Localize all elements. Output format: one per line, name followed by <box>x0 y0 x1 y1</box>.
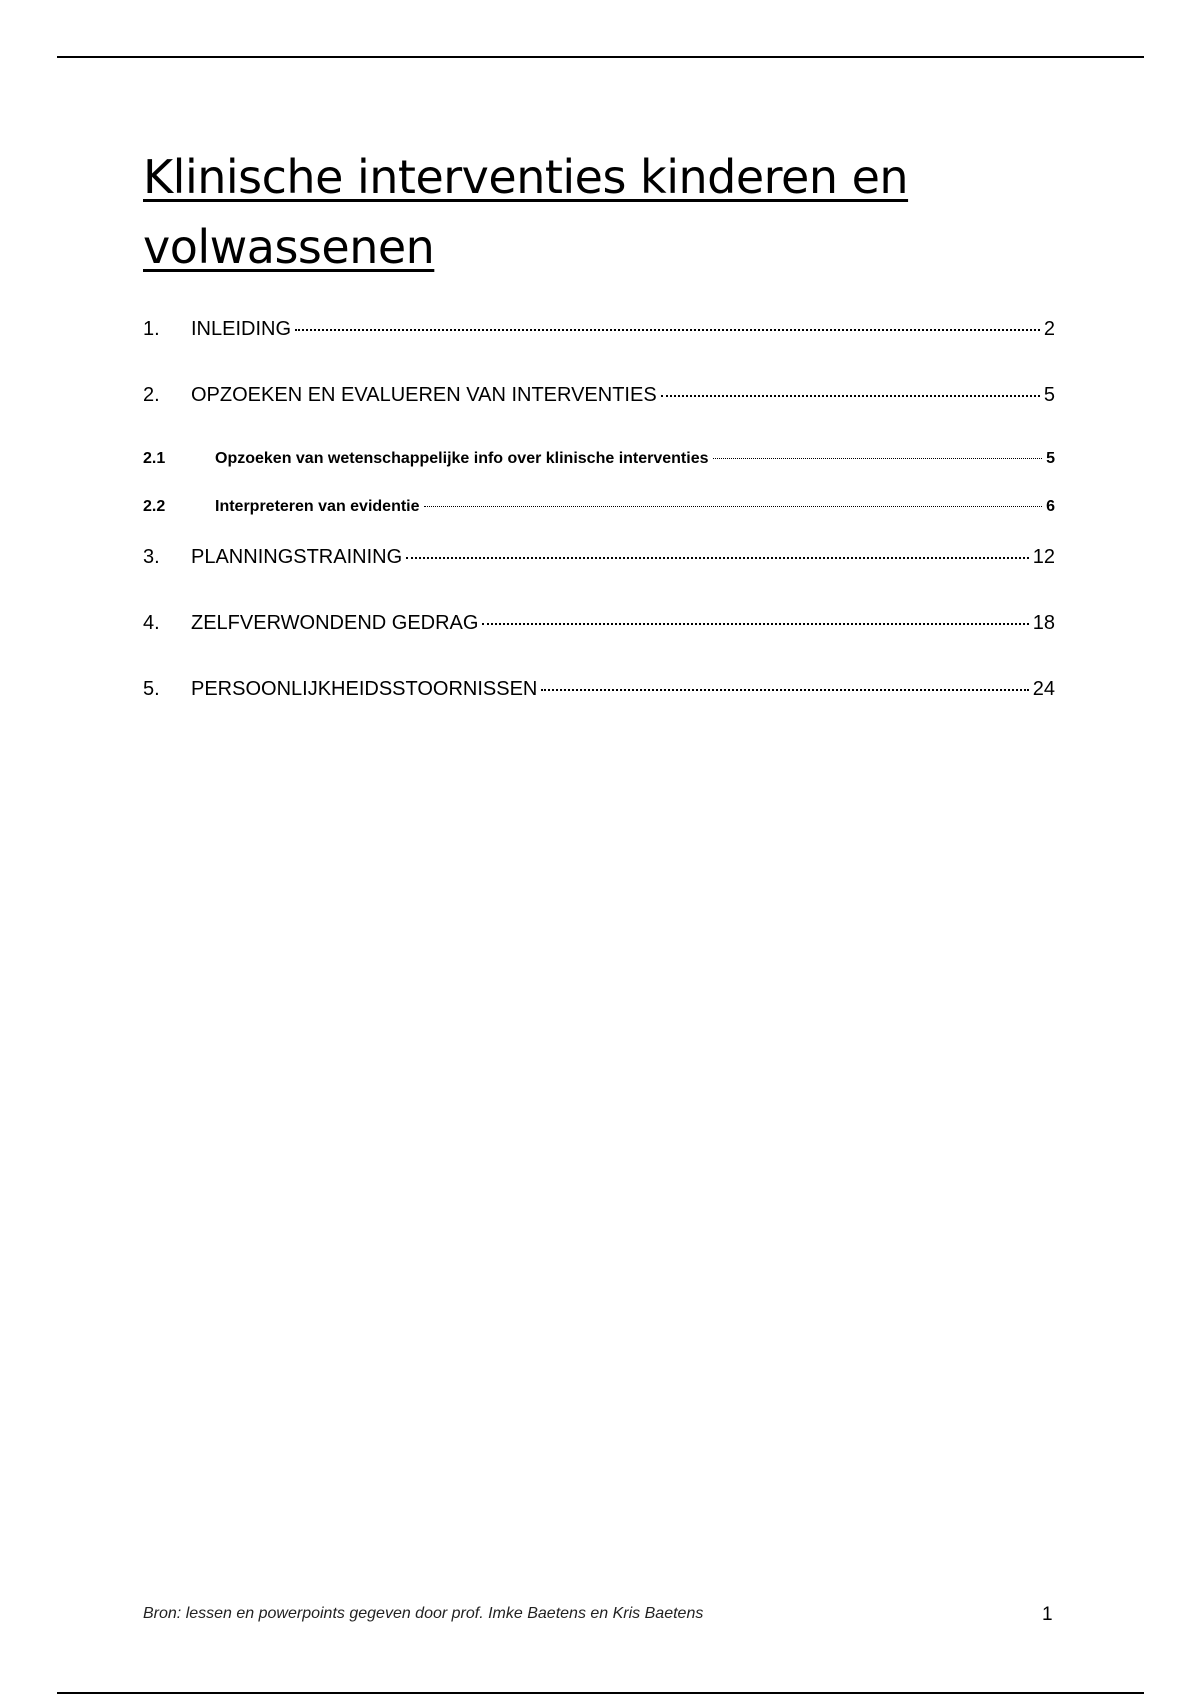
toc-entry-page: 18 <box>1032 612 1055 634</box>
title-line-2: volwassenen <box>143 220 435 274</box>
title-line-1: Klinische interventies kinderen en <box>143 150 909 204</box>
document-title <box>143 142 1043 282</box>
toc-dot-leader <box>661 395 1040 397</box>
toc-entry-label: Opzoeken van wetenschappelijke info over klinische interventies <box>215 450 709 467</box>
table-of-contents <box>143 318 1055 744</box>
footer-rule <box>57 1692 1144 1694</box>
toc-entry-opzoeken-info[interactable] <box>143 450 1055 498</box>
toc-entry-zelfverwondend-gedrag[interactable] <box>143 612 1055 678</box>
toc-entry-page: 5 <box>1043 384 1055 406</box>
toc-entry-planningstraining[interactable] <box>143 546 1055 612</box>
toc-dot-leader <box>295 329 1040 331</box>
toc-entry-inleiding[interactable] <box>143 318 1055 384</box>
toc-entry-label: ZELFVERWONDEND GEDRAG <box>191 612 479 634</box>
toc-entry-label: PERSOONLIJKHEIDSSTOORNISSEN <box>191 678 538 700</box>
toc-entry-label: PLANNINGSTRAINING <box>191 546 403 568</box>
footer-page-number: 1 <box>1042 1604 1053 1625</box>
toc-dot-leader <box>406 557 1029 559</box>
toc-entry-persoonlijkheidsstoornissen[interactable] <box>143 678 1055 744</box>
toc-entry-number: 2.1 <box>143 450 166 467</box>
header-rule <box>57 56 1144 58</box>
toc-entry-number: 3. <box>143 546 160 568</box>
toc-entry-label: OPZOEKEN EN EVALUEREN VAN INTERVENTIES <box>191 384 657 406</box>
toc-entry-number: 5. <box>143 678 160 700</box>
toc-entry-label: Interpreteren van evidentie <box>215 498 420 515</box>
toc-entry-page: 5 <box>1046 450 1055 467</box>
toc-entry-number: 2. <box>143 384 160 406</box>
toc-dot-leader <box>482 623 1028 625</box>
toc-dot-leader <box>424 506 1043 507</box>
toc-entry-label: INLEIDING <box>191 318 292 340</box>
toc-entry-number: 4. <box>143 612 160 634</box>
footer-source-note: Bron: lessen en powerpoints gegeven door prof. Imke Baetens en Kris Baetens <box>143 1605 704 1622</box>
toc-entry-opzoeken-evalueren[interactable] <box>143 384 1055 450</box>
toc-entry-number: 1. <box>143 318 160 340</box>
toc-entry-page: 6 <box>1046 498 1055 515</box>
toc-entry-interpreteren-evidentie[interactable] <box>143 498 1055 546</box>
toc-entry-number: 2.2 <box>143 498 166 515</box>
toc-entry-page: 2 <box>1043 318 1055 340</box>
toc-dot-leader <box>541 689 1028 691</box>
toc-dot-leader <box>713 458 1043 459</box>
toc-entry-page: 12 <box>1032 546 1055 568</box>
toc-entry-page: 24 <box>1032 678 1055 700</box>
